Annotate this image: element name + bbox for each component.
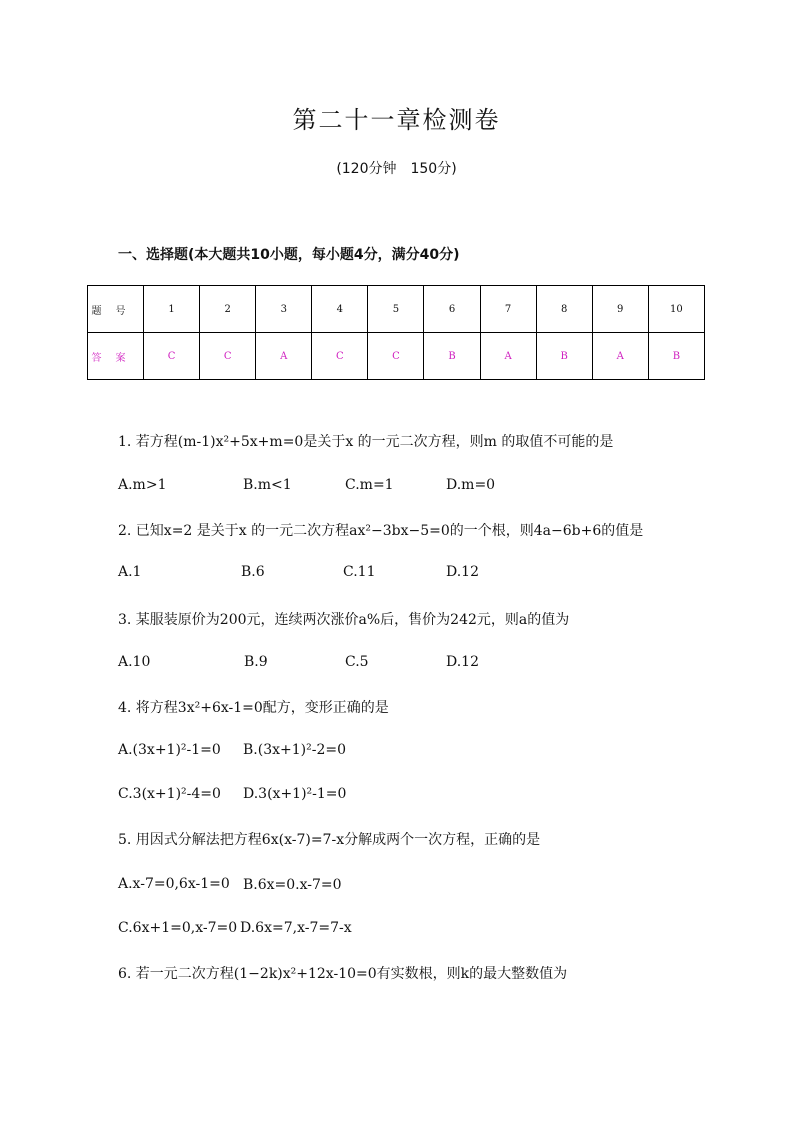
- table-cell-answer: A: [592, 333, 648, 380]
- table-cell-answer: B: [424, 333, 480, 380]
- table-cell-number: 1: [144, 286, 200, 333]
- option-5d: D.6x=7,x-7=7-x: [240, 920, 352, 936]
- option-4d: D.3(x+1)²-1=0: [243, 786, 347, 802]
- question-6: 6. 若一元二次方程(1−2k)x²+12x-10=0有实数根，则k的最大整数值为: [118, 966, 568, 982]
- table-header-number: 题号: [88, 286, 144, 333]
- table-cell-number: 8: [536, 286, 592, 333]
- table-cell-answer: B: [648, 333, 704, 380]
- section-heading: 一、选择题(本大题共10小题，每小题4分，满分40分): [118, 247, 460, 263]
- table-cell-number: 2: [200, 286, 256, 333]
- page-title: 第二十一章检测卷: [292, 106, 501, 134]
- option-1a: A.m>1: [118, 477, 167, 493]
- table-cell-number: 10: [648, 286, 704, 333]
- table-row-numbers: [88, 286, 705, 333]
- table-cell-number: 3: [256, 286, 312, 333]
- option-3d: D.12: [446, 654, 479, 670]
- table-cell-answer: A: [480, 333, 536, 380]
- option-1b: B.m<1: [243, 477, 292, 493]
- table-row-answers: [88, 333, 705, 380]
- table-cell-number: 9: [592, 286, 648, 333]
- option-1c: C.m=1: [345, 477, 394, 493]
- table-cell-number: 6: [424, 286, 480, 333]
- table-cell-answer: B: [536, 333, 592, 380]
- table-cell-answer: C: [368, 333, 424, 380]
- option-2d: D.12: [446, 564, 479, 580]
- question-1: 1. 若方程(m-1)x²+5x+m=0是关于x 的一元二次方程，则m 的取值不可能的是: [118, 434, 614, 450]
- question-5: 5. 用因式分解法把方程6x(x-7)=7-x分解成两个一次方程，正确的是: [118, 832, 541, 848]
- option-2c: C.11: [343, 564, 376, 580]
- option-5b: B.6x=0.x-7=0: [243, 877, 342, 893]
- option-3b: B.9: [244, 654, 268, 670]
- table-header-answer: 答案: [88, 333, 144, 380]
- option-2a: A.1: [118, 564, 142, 580]
- table-cell-number: 5: [368, 286, 424, 333]
- option-4b: B.(3x+1)²-2=0: [243, 742, 346, 758]
- table-cell-answer: C: [200, 333, 256, 380]
- option-4c: C.3(x+1)²-4=0: [118, 786, 221, 802]
- option-3a: A.10: [118, 654, 151, 670]
- answer-table: [87, 285, 705, 380]
- table-cell-answer: A: [256, 333, 312, 380]
- option-3c: C.5: [345, 654, 369, 670]
- option-5a: A.x-7=0,6x-1=0: [118, 876, 230, 892]
- table-cell-number: 7: [480, 286, 536, 333]
- option-2b: B.6: [241, 564, 265, 580]
- exam-info: (120分钟 150分): [336, 161, 457, 177]
- option-4a: A.(3x+1)²-1=0: [118, 742, 221, 758]
- option-5c: C.6x+1=0,x-7=0: [118, 920, 238, 936]
- option-1d: D.m=0: [446, 477, 496, 493]
- question-4: 4. 将方程3x²+6x-1=0配方，变形正确的是: [118, 700, 389, 716]
- table-cell-number: 4: [312, 286, 368, 333]
- question-3: 3. 某服装原价为200元，连续两次涨价a%后，售价为242元，则a的值为: [118, 612, 570, 628]
- table-cell-answer: C: [144, 333, 200, 380]
- question-2: 2. 已知x=2 是关于x 的一元二次方程ax²−3bx−5=0的一个根，则4a−6b+6的值是: [118, 523, 644, 539]
- table-cell-answer: C: [312, 333, 368, 380]
